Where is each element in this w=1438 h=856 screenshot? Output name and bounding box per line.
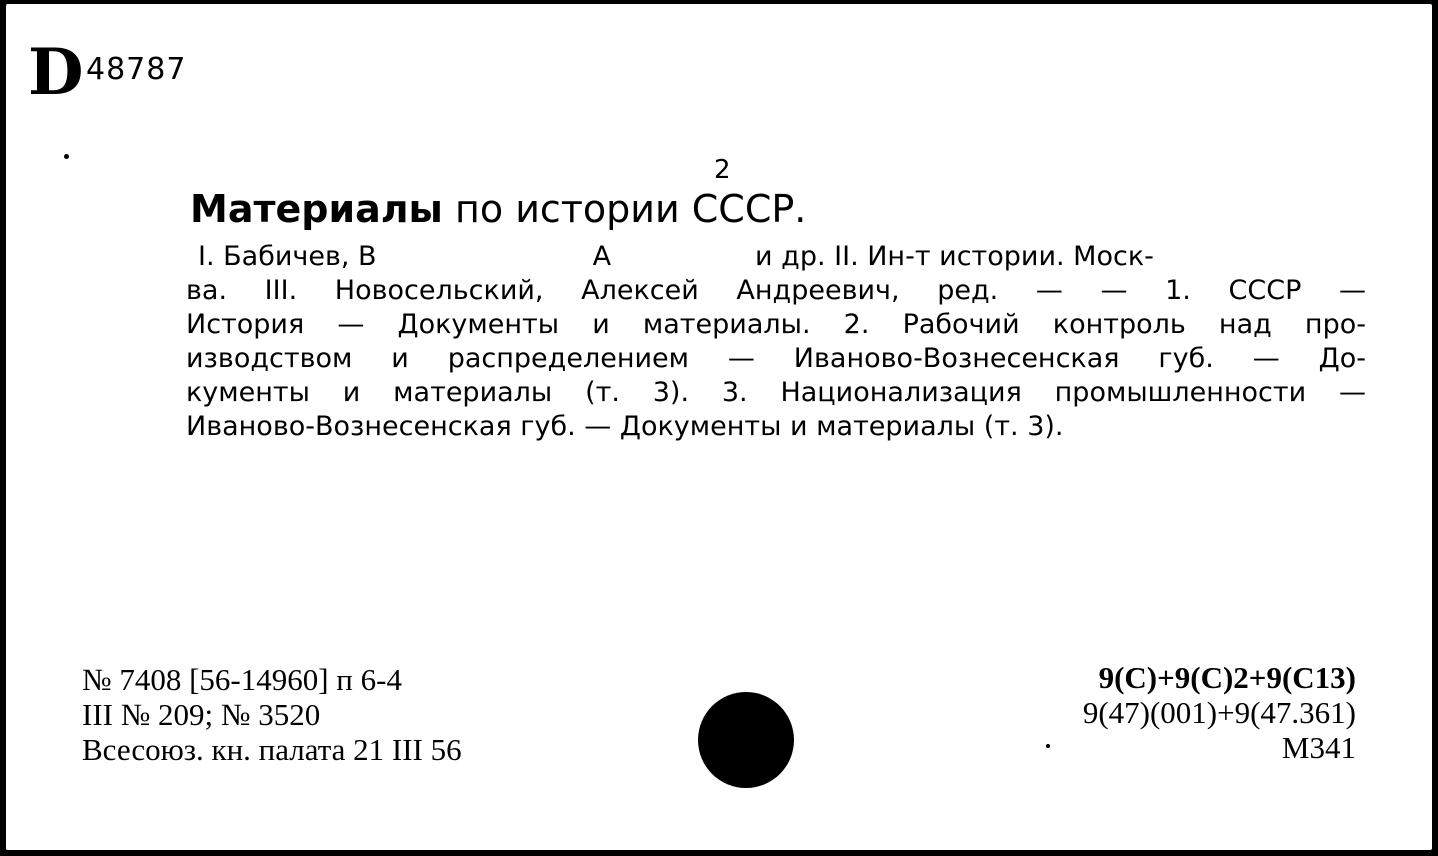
tracing-author: I. Бабичев, В: [198, 241, 377, 272]
punch-hole: [698, 692, 794, 788]
title-rest: по истории СССР.: [455, 187, 807, 231]
tracings-block: [186, 240, 1366, 444]
ink-dot: [64, 154, 69, 159]
card-title: [190, 186, 806, 232]
copy-number: 2: [714, 155, 731, 185]
shelf-mark-number: 48787: [86, 52, 187, 87]
imprint-line-1: № 7408 [56-14960] п 6-4: [82, 662, 402, 697]
imprint-line-2: III № 209; № 3520: [82, 697, 321, 732]
classification-block: [1083, 660, 1356, 765]
tracing-line-1: [186, 240, 1366, 274]
tracing-line-6: Иваново-Вознесенская губ. — Документы и материалы (т. 3).: [186, 411, 1064, 442]
ink-dot: [1046, 744, 1050, 748]
imprint-line-3: Всесоюз. кн. палата 21 III 56: [82, 732, 462, 767]
classification-line-3: М341: [1281, 730, 1356, 765]
classification-line-2: 9(47)(001)+9(47.361): [1082, 695, 1356, 730]
imprint-block: [82, 662, 462, 767]
tracing-line-4: изводством и распределением — Иваново-Вознесенская губ. — До-: [186, 343, 1366, 374]
tracing-initial: А: [592, 241, 612, 272]
shelf-mark-letter: D: [28, 35, 84, 110]
tracing-line-5: кументы и материалы (т. 3). 3. Национализация промышленности —: [186, 377, 1366, 408]
tracing-rest: и др. II. Ин-т истории. Моск-: [755, 241, 1154, 272]
classification-line-1: 9(С)+9(С)2+9(С13): [1098, 660, 1356, 695]
tracing-line-3: История — Документы и материалы. 2. Рабочий контроль над про-: [186, 309, 1366, 340]
tracing-line-2: ва. III. Новосельский, Алексей Андреевич, ред. — — 1. СССР —: [186, 275, 1366, 306]
title-bold-part: Материалы: [190, 187, 443, 231]
